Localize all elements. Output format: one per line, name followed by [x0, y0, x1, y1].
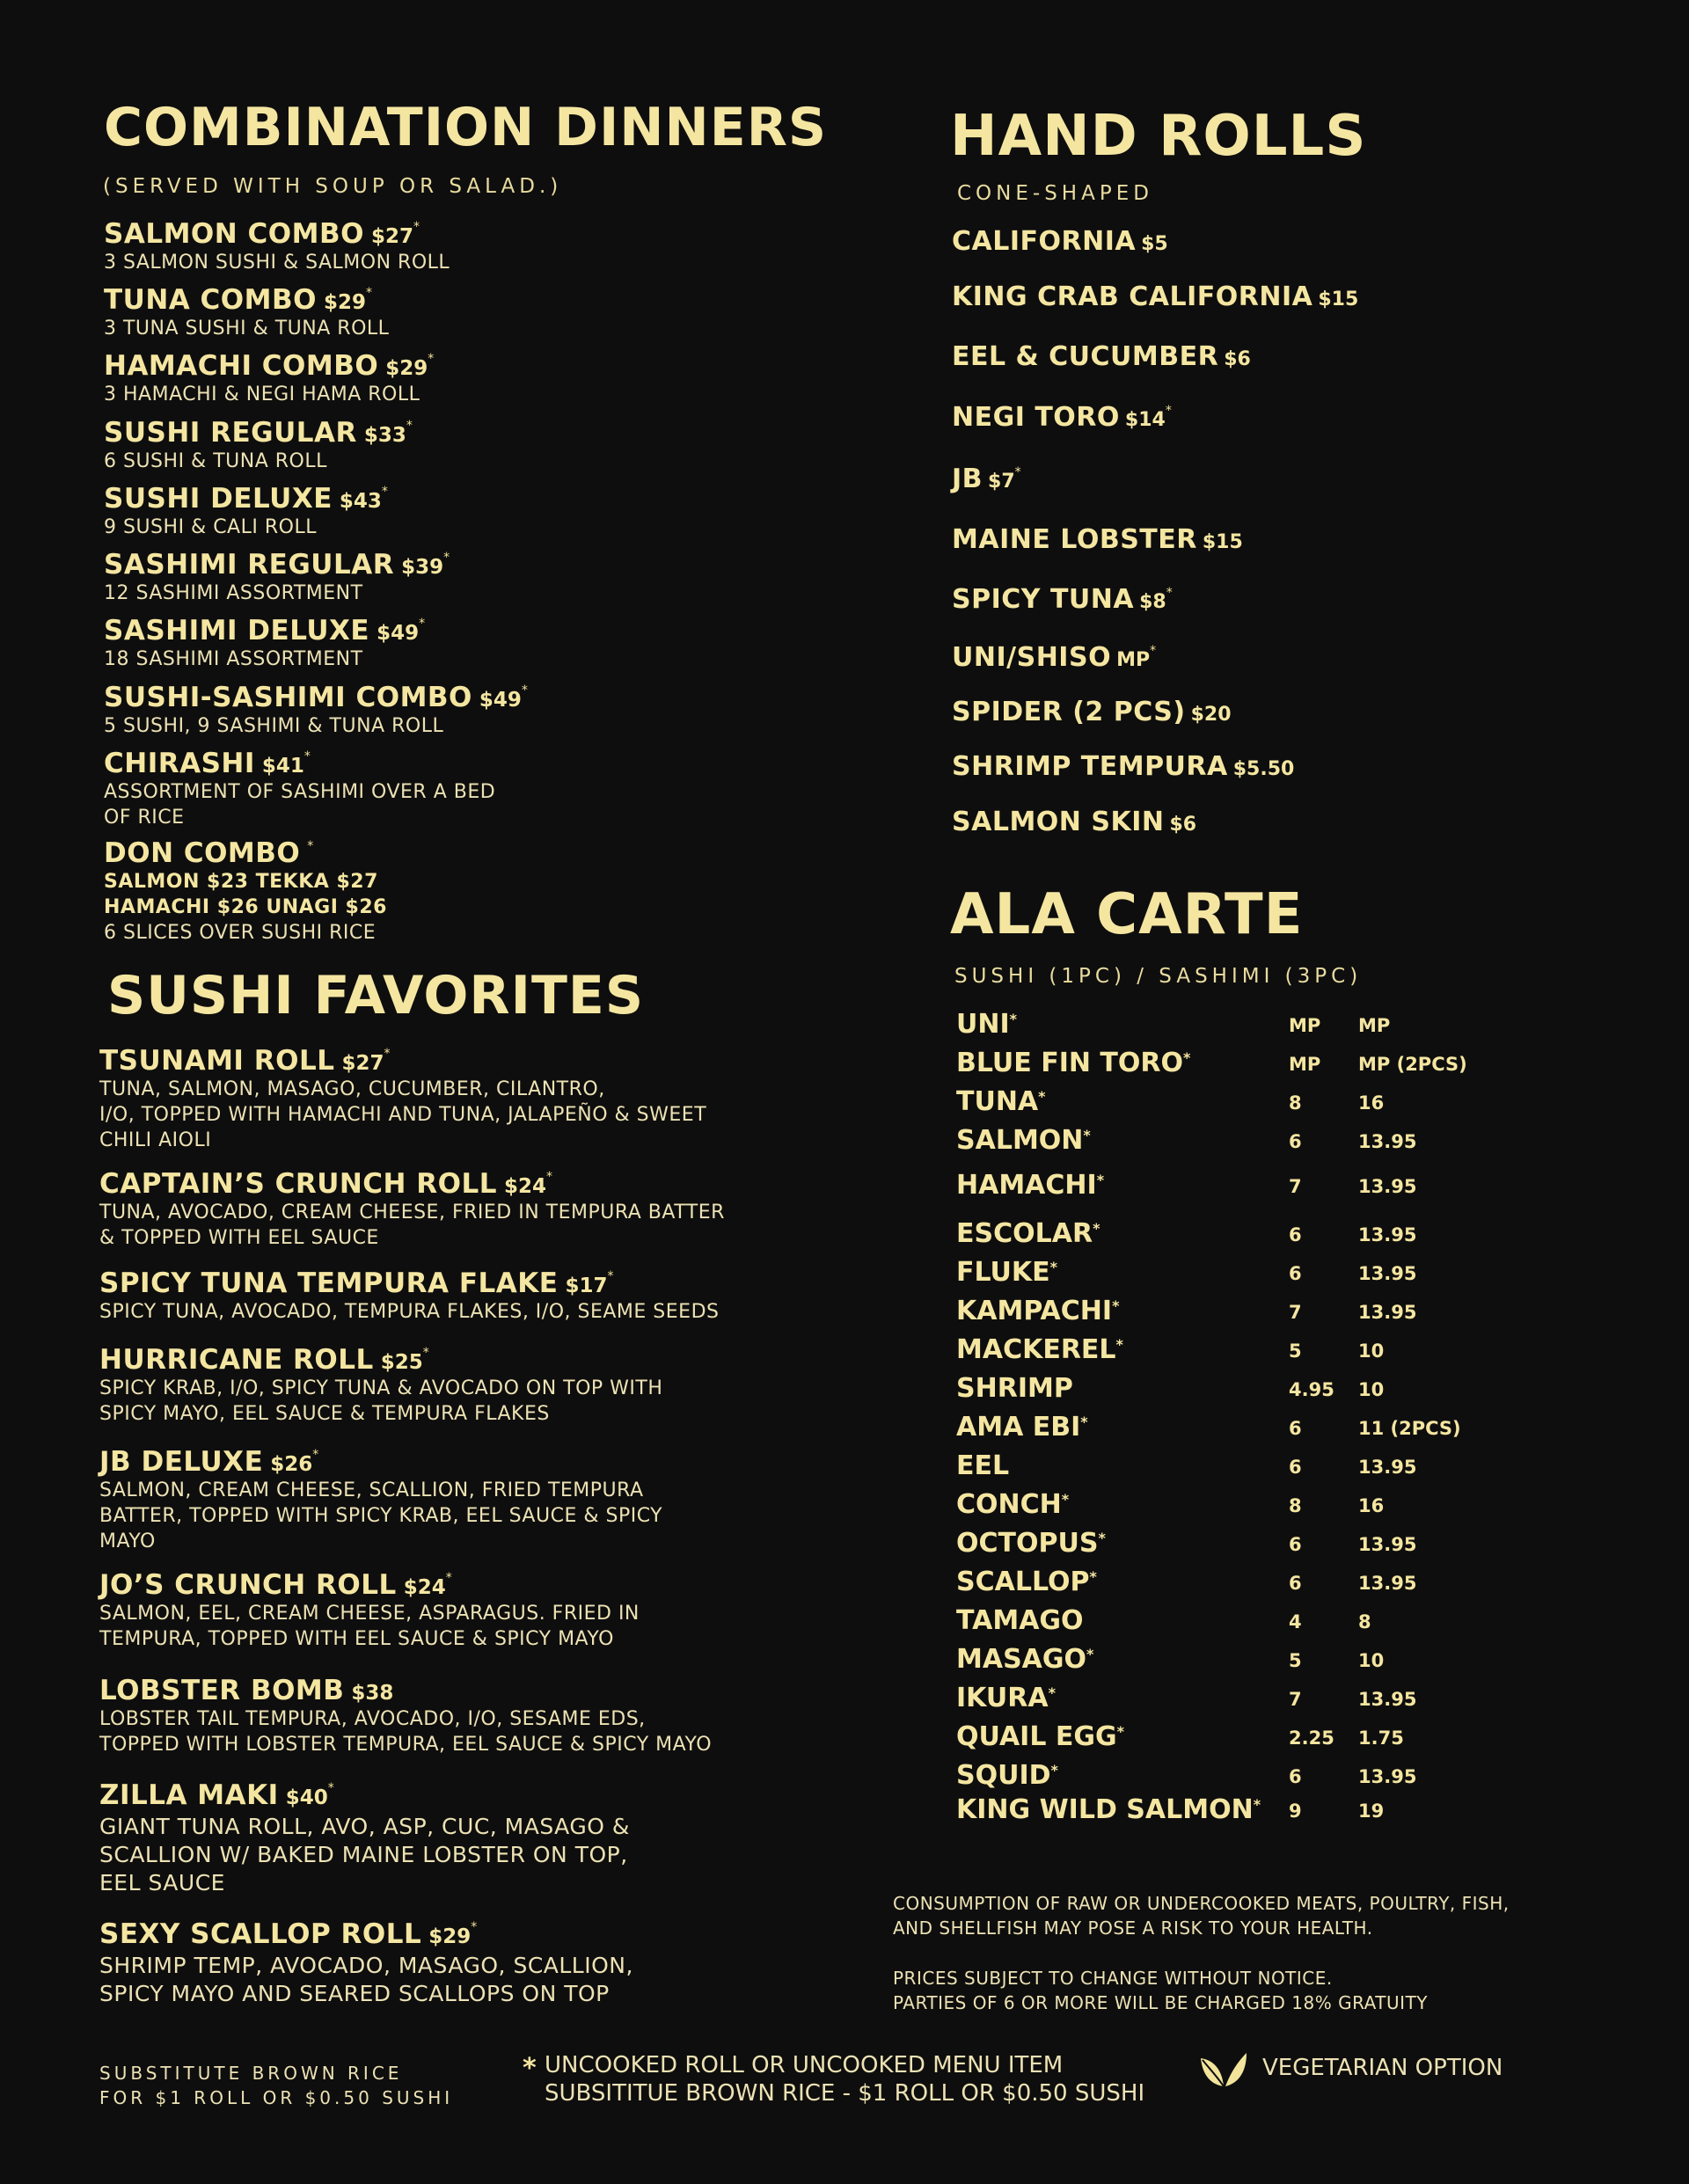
favorite-item-name: JB DELUXE	[99, 1446, 264, 1478]
price-notice	[893, 1966, 1428, 2015]
favorite-item	[99, 1267, 719, 1325]
ala-carte-name	[956, 1296, 1119, 1326]
hand-roll-price: $15	[1318, 289, 1359, 310]
ala-carte-name-text: MACKEREL	[956, 1334, 1116, 1365]
combo-item	[104, 837, 387, 946]
combination-dinners-heading: COMBINATION DINNERS	[104, 97, 828, 158]
hand-roll-price: $8	[1139, 591, 1166, 613]
combo-item-price: $33	[363, 424, 406, 447]
health-notice-line: CONSUMPTION OF RAW OR UNDERCOOKED MEATS, POULTRY, FISH,	[893, 1893, 1510, 1914]
ala-carte-name-text: FLUKE	[956, 1257, 1050, 1288]
hand-roll-item	[952, 642, 1156, 673]
combo-item-name: SUSHI-SASHIMI COMBO	[104, 682, 472, 713]
asterisk-icon: *	[1089, 1568, 1097, 1585]
favorite-item-name: JO’S CRUNCH ROLL	[99, 1569, 397, 1601]
ala-carte-sushi-price: 6	[1289, 1457, 1302, 1478]
ala-carte-sashimi-price: 13.95	[1358, 1766, 1417, 1787]
favorite-item-price: $24	[504, 1175, 547, 1198]
ala-carte-sashimi-price: 16	[1358, 1092, 1385, 1114]
hand-roll-name: KING CRAB CALIFORNIA	[952, 281, 1313, 312]
favorite-item-price: $25	[380, 1351, 423, 1374]
hand-roll-name: SHRIMP TEMPURA	[952, 751, 1228, 782]
ala-carte-sushi-price: 5	[1289, 1340, 1302, 1362]
favorite-item-description: TUNA, AVOCADO, CREAM CHEESE, FRIED IN TEMPURA BATTER & TOPPED WITH EEL SAUCE	[99, 1202, 725, 1249]
asterisk-icon: *	[327, 1781, 334, 1795]
combo-item-name: HAMACHI COMBO	[104, 350, 379, 382]
ala-carte-sashimi-price: 13.95	[1358, 1263, 1417, 1284]
hand-roll-item	[952, 464, 1021, 494]
ala-carte-name-text: SALMON	[956, 1125, 1084, 1156]
ala-carte-sushi-price: 6	[1289, 1131, 1302, 1152]
asterisk-icon: *	[443, 551, 450, 565]
sushi-favorites-heading: SUSHI FAVORITES	[107, 965, 645, 1026]
ala-carte-name	[956, 1794, 1261, 1825]
favorite-item	[99, 1344, 662, 1427]
hand-roll-price: $20	[1190, 704, 1232, 726]
combo-item	[104, 483, 388, 540]
combo-item-price: $27	[370, 225, 413, 248]
ala-carte-row	[956, 1373, 1449, 1408]
combo-item-title	[104, 218, 450, 250]
combination-dinners-subtitle: (SERVED WITH SOUP OR SALAD.)	[103, 175, 563, 198]
ala-carte-name-text: UNI	[956, 1009, 1010, 1040]
ala-carte-name-text: SHRIMP	[956, 1373, 1073, 1404]
favorite-item-name: TSUNAMI ROLL	[99, 1045, 335, 1077]
favorite-item-description: TUNA, SALMON, MASAGO, CUCUMBER, CILANTRO, I/O, TOPPED WITH HAMACHI AND TUNA, JALAPEÑO & SWEET CHILI AIOLI	[99, 1078, 707, 1151]
asterisk-icon: *	[1083, 1127, 1091, 1143]
favorite-item-description: GIANT TUNA ROLL, AVO, ASP, CUC, MASAGO & SCALLION W/ BAKED MAINE LOBSTER ON TOP, EEL SAUCE	[99, 1814, 630, 1895]
ala-carte-name	[956, 1373, 1073, 1404]
ala-carte-row	[956, 1412, 1461, 1447]
favorite-item	[99, 1918, 633, 2008]
ala-carte-row	[956, 1644, 1449, 1679]
favorite-item-name: LOBSTER BOMB	[99, 1675, 345, 1706]
hand-roll-item	[952, 226, 1168, 257]
ala-carte-name	[956, 1009, 1017, 1040]
ala-carte-sashimi-price: MP	[1358, 1015, 1391, 1036]
asterisk-icon: *	[419, 617, 426, 631]
favorite-item	[99, 1675, 712, 1757]
leaf-icon	[1199, 2049, 1248, 2090]
ala-carte-sashimi-price: 11 (2PCS)	[1358, 1418, 1461, 1439]
combo-item-title	[104, 284, 389, 316]
ala-carte-sushi-price: 4.95	[1289, 1379, 1334, 1400]
combo-item-name: SASHIMI REGULAR	[104, 549, 395, 581]
favorite-item-title	[99, 1168, 725, 1200]
ala-carte-name-text: KAMPACHI	[956, 1296, 1113, 1326]
hand-roll-name: MAINE LOBSTER	[952, 524, 1197, 555]
combo-item-description: 12 SASHIMI ASSORTMENT	[104, 582, 363, 604]
asterisk-icon: *	[1166, 586, 1173, 600]
favorite-item-title	[99, 1267, 719, 1299]
ala-carte-row	[956, 1218, 1449, 1253]
combo-item-description: 9 SUSHI & CALI ROLL	[104, 516, 317, 538]
ala-carte-name	[956, 1721, 1124, 1752]
favorite-item-title	[99, 1045, 706, 1077]
ala-carte-row	[956, 1048, 1467, 1083]
ala-carte-sushi-price: 4	[1289, 1611, 1302, 1633]
vegetarian-label: VEGETARIAN OPTION	[1262, 2055, 1503, 2081]
favorite-item-description: SHRIMP TEMP, AVOCADO, MASAGO, SCALLION, SPICY MAYO AND SEARED SCALLOPS ON TOP	[99, 1953, 633, 2006]
combo-item-name: SASHIMI DELUXE	[104, 615, 370, 646]
asterisk-icon: *	[1093, 1220, 1100, 1237]
ala-carte-row	[956, 1528, 1449, 1563]
ala-carte-row	[956, 1683, 1449, 1718]
combo-item	[104, 549, 450, 606]
asterisk-icon: *	[422, 1346, 429, 1360]
ala-carte-name-text: KING WILD SALMON	[956, 1794, 1254, 1825]
favorite-item-price: $24	[403, 1576, 446, 1599]
ala-carte-sashimi-price: 13.95	[1358, 1176, 1417, 1197]
favorite-item-description: SALMON, EEL, CREAM CHEESE, ASPARAGUS. FRIED IN TEMPURA, TOPPED WITH EEL SAUCE & SPICY MAYO	[99, 1603, 640, 1650]
ala-carte-sashimi-price: 13.95	[1358, 1457, 1417, 1478]
combo-item	[104, 350, 434, 407]
ala-carte-row	[956, 1567, 1449, 1602]
asterisk-icon: *	[521, 683, 528, 698]
ala-carte-sushi-price: 6	[1289, 1418, 1302, 1439]
favorite-item	[99, 1779, 630, 1897]
combo-item-description: ASSORTMENT OF SASHIMI OVER A BED OF RICE	[104, 781, 496, 829]
asterisk-icon: *	[1116, 1723, 1124, 1740]
ala-carte-name-text: CONCH	[956, 1489, 1062, 1520]
combo-item-price: $41	[261, 755, 304, 778]
ala-carte-name-text: BLUE FIN TORO	[956, 1048, 1183, 1078]
ala-carte-sashimi-price: 8	[1358, 1611, 1371, 1633]
asterisk-icon: *	[384, 1047, 391, 1061]
price-notice-line: PARTIES OF 6 OR MORE WILL BE CHARGED 18% GRATUITY	[893, 1992, 1428, 2013]
hand-roll-item	[952, 402, 1172, 433]
asterisk-icon: *	[1014, 465, 1021, 479]
health-notice	[893, 1891, 1510, 1940]
hand-roll-name: SPIDER (2 PCS)	[952, 697, 1186, 727]
ala-carte-sashimi-price: 10	[1358, 1340, 1385, 1362]
favorite-item-title	[99, 1675, 712, 1706]
asterisk-icon: *	[1009, 1011, 1018, 1027]
combo-item-name: SUSHI REGULAR	[104, 417, 357, 449]
ala-carte-heading: ALA CARTE	[950, 882, 1304, 947]
asterisk-icon: *	[1080, 1413, 1088, 1430]
combo-item-name: SALMON COMBO	[104, 218, 364, 250]
favorite-item-price: $38	[351, 1682, 394, 1705]
hand-roll-price: $14	[1124, 409, 1166, 431]
favorite-item-price: $29	[428, 1925, 472, 1948]
favorite-item-title	[99, 1569, 640, 1601]
favorite-item-description: SPICY TUNA, AVOCADO, TEMPURA FLAKES, I/O, SEAME SEEDS	[99, 1301, 720, 1323]
favorite-item-name: SEXY SCALLOP ROLL	[99, 1918, 422, 1950]
combo-item-name: DON COMBO	[104, 837, 301, 869]
combo-item-price: $49	[479, 689, 522, 712]
ala-carte-name	[956, 1125, 1091, 1156]
asterisk-icon: *	[1049, 1259, 1058, 1275]
ala-carte-name-text: SQUID	[956, 1760, 1051, 1791]
favorite-item-price: $40	[285, 1786, 328, 1809]
brown-rice-note	[99, 2061, 453, 2110]
ala-carte-name	[956, 1605, 1084, 1636]
ala-carte-row	[956, 1125, 1449, 1160]
hand-roll-price: $6	[1169, 814, 1197, 836]
ala-carte-name	[956, 1567, 1097, 1597]
hand-roll-item	[952, 807, 1196, 837]
ala-carte-name	[956, 1170, 1104, 1201]
favorite-item-name: CAPTAIN’S CRUNCH ROLL	[99, 1168, 498, 1200]
ala-carte-name	[956, 1048, 1190, 1078]
favorite-item-description: LOBSTER TAIL TEMPURA, AVOCADO, I/O, SESAME EDS, TOPPED WITH LOBSTER TEMPURA, EEL SAUCE & SPICY MAYO	[99, 1708, 713, 1756]
ala-carte-sashimi-price: 13.95	[1358, 1131, 1417, 1152]
ala-carte-sashimi-price: 13.95	[1358, 1689, 1417, 1710]
ala-carte-name	[956, 1683, 1056, 1713]
asterisk-icon: *	[1096, 1172, 1105, 1188]
favorite-item	[99, 1045, 706, 1153]
ala-carte-sashimi-price: 13.95	[1358, 1534, 1417, 1555]
asterisk-icon: *	[1086, 1646, 1094, 1662]
combo-item	[104, 284, 389, 341]
asterisk-icon: *	[546, 1170, 553, 1184]
ala-carte-sushi-price: 7	[1289, 1176, 1302, 1197]
ala-carte-sushi-price: MP	[1289, 1054, 1321, 1075]
favorite-item-name: HURRICANE ROLL	[99, 1344, 374, 1376]
combo-item-price: $49	[377, 622, 420, 645]
combo-item	[104, 615, 425, 672]
hand-roll-item	[952, 524, 1243, 555]
asterisk-icon: *	[1115, 1336, 1123, 1353]
brown-rice-line: FOR $1 ROLL OR $0.50 SUSHI	[99, 2087, 454, 2108]
hand-rolls-subtitle: CONE-SHAPED	[957, 182, 1153, 205]
ala-carte-name-text: QUAIL EGG	[956, 1721, 1117, 1752]
ala-carte-row	[956, 1170, 1449, 1205]
ala-carte-sashimi-price: 13.95	[1358, 1302, 1417, 1323]
hand-roll-name: NEGI TORO	[952, 402, 1120, 433]
ala-carte-name-text: TUNA	[956, 1086, 1039, 1117]
ala-carte-sashimi-price: 13.95	[1358, 1573, 1417, 1594]
asterisk-icon: *	[428, 352, 435, 366]
favorite-item	[99, 1446, 662, 1554]
favorite-item-price: $27	[341, 1052, 384, 1075]
asterisk-icon: *	[1165, 404, 1172, 418]
ala-carte-sushi-price: 6	[1289, 1534, 1302, 1555]
health-notice-line: AND SHELLFISH MAY POSE A RISK TO YOUR HEALTH.	[893, 1917, 1373, 1939]
asterisk-icon: *	[413, 220, 420, 234]
combo-item-title	[104, 549, 450, 581]
hand-roll-item	[952, 341, 1251, 372]
combo-item-description: 5 SUSHI, 9 SASHIMI & TUNA ROLL	[104, 715, 444, 737]
asterisk-symbol: *	[523, 2053, 537, 2084]
ala-carte-sashimi-price: 16	[1358, 1495, 1385, 1516]
hand-roll-name: UNI/SHISO	[952, 642, 1112, 673]
favorite-item	[99, 1168, 725, 1251]
combo-item	[104, 682, 528, 739]
favorite-item-title	[99, 1446, 662, 1478]
asterisk-icon: *	[381, 485, 388, 499]
ala-carte-name	[956, 1450, 1009, 1481]
combo-item-title	[104, 350, 434, 382]
ala-carte-name-text: HAMACHI	[956, 1170, 1097, 1201]
favorite-item-name: SPICY TUNA TEMPURA FLAKE	[99, 1267, 559, 1299]
ala-carte-name	[956, 1334, 1123, 1365]
favorite-item-name: ZILLA MAKI	[99, 1779, 279, 1811]
uncooked-legend-line: SUBSITITUE BROWN RICE - $1 ROLL OR $0.50 SUSHI	[545, 2080, 1145, 2107]
combo-item	[104, 218, 450, 275]
combo-item	[104, 417, 413, 474]
asterisk-icon: *	[406, 419, 413, 433]
hand-rolls-heading: HAND ROLLS	[950, 104, 1367, 169]
favorite-item-title	[99, 1344, 662, 1376]
hand-roll-price: $5	[1141, 233, 1168, 255]
combo-item-name: TUNA COMBO	[104, 284, 317, 316]
ala-carte-name	[956, 1760, 1058, 1791]
ala-carte-name-text: MASAGO	[956, 1644, 1087, 1675]
hand-roll-item	[952, 281, 1358, 312]
ala-carte-name	[956, 1489, 1069, 1520]
price-notice-line: PRICES SUBJECT TO CHANGE WITHOUT NOTICE.	[893, 1968, 1333, 1989]
hand-roll-item	[952, 697, 1232, 727]
asterisk-icon: *	[1098, 1530, 1106, 1546]
ala-carte-sashimi-price: 19	[1358, 1801, 1385, 1822]
ala-carte-sushi-price: 7	[1289, 1689, 1302, 1710]
asterisk-icon: *	[445, 1571, 452, 1585]
ala-carte-name-text: SCALLOP	[956, 1567, 1090, 1597]
ala-carte-name	[956, 1086, 1046, 1117]
ala-carte-sushi-price: 9	[1289, 1801, 1302, 1822]
ala-carte-sashimi-price: 13.95	[1358, 1224, 1417, 1245]
asterisk-icon: *	[1253, 1796, 1261, 1813]
ala-carte-sushi-price: 8	[1289, 1495, 1302, 1516]
asterisk-icon: *	[312, 1448, 319, 1462]
favorite-item-title	[99, 1918, 633, 1950]
ala-carte-sushi-price: 8	[1289, 1092, 1302, 1114]
ala-carte-name	[956, 1644, 1093, 1675]
combo-item-name: SUSHI DELUXE	[104, 483, 333, 515]
ala-carte-name-text: TAMAGO	[956, 1605, 1084, 1636]
ala-carte-name	[956, 1218, 1100, 1249]
hand-roll-price: MP	[1116, 649, 1151, 671]
combo-item-description: 6 SUSHI & TUNA ROLL	[104, 450, 327, 472]
hand-roll-name: SALMON SKIN	[952, 807, 1165, 837]
asterisk-icon: *	[303, 749, 311, 763]
ala-carte-sushi-price: MP	[1289, 1015, 1321, 1036]
combo-item-title	[104, 417, 413, 449]
asterisk-icon: *	[1150, 644, 1157, 658]
hand-roll-item	[952, 751, 1294, 782]
combo-item-description: 18 SASHIMI ASSORTMENT	[104, 648, 363, 670]
ala-carte-name-text: AMA EBI	[956, 1412, 1081, 1443]
hand-roll-name: SPICY TUNA	[952, 584, 1135, 615]
ala-carte-sashimi-price: 10	[1358, 1379, 1385, 1400]
combo-item-price: $29	[385, 357, 428, 380]
combo-item	[104, 748, 495, 830]
ala-carte-name-text: OCTOPUS	[956, 1528, 1099, 1559]
ala-carte-sushi-price: 6	[1289, 1224, 1302, 1245]
combo-item-title	[104, 748, 495, 779]
ala-carte-sushi-price: 6	[1289, 1573, 1302, 1594]
ala-carte-name-text: EEL	[956, 1450, 1010, 1481]
ala-carte-row	[956, 1086, 1449, 1121]
favorite-item-title	[99, 1779, 630, 1811]
ala-carte-name	[956, 1412, 1088, 1443]
combo-item-description: 3 TUNA SUSHI & TUNA ROLL	[104, 318, 390, 340]
ala-carte-sashimi-price: 1.75	[1358, 1727, 1404, 1749]
hand-roll-price: $15	[1202, 531, 1243, 553]
combo-item-title	[104, 682, 528, 713]
favorite-item-price: $26	[270, 1453, 313, 1476]
ala-carte-name-text: ESCOLAR	[956, 1218, 1093, 1249]
ala-carte-name-text: IKURA	[956, 1683, 1049, 1713]
hand-roll-name: EEL & CUCUMBER	[952, 341, 1219, 372]
asterisk-icon: *	[1048, 1684, 1056, 1701]
hand-roll-name: CALIFORNIA	[952, 226, 1137, 257]
ala-carte-sushi-price: 6	[1289, 1766, 1302, 1787]
ala-carte-sashimi-price: 10	[1358, 1650, 1385, 1671]
ala-carte-subtitle: SUSHI (1PC) / SASHIMI (3PC)	[954, 965, 1363, 988]
asterisk-icon: *	[471, 1920, 478, 1934]
uncooked-legend	[523, 2051, 1144, 2107]
favorite-item-price: $17	[565, 1275, 608, 1297]
combo-item-price: $43	[339, 490, 382, 513]
asterisk-icon: *	[1061, 1491, 1070, 1508]
asterisk-icon: *	[1183, 1049, 1191, 1066]
combo-item-price: $29	[323, 291, 366, 314]
ala-carte-sushi-price: 6	[1289, 1263, 1302, 1284]
ala-carte-sushi-price: 2.25	[1289, 1727, 1334, 1749]
ala-carte-row	[956, 1605, 1449, 1640]
asterisk-icon: *	[607, 1269, 614, 1283]
combo-item-description: 3 HAMACHI & NEGI HAMA ROLL	[104, 383, 420, 405]
asterisk-icon: *	[1038, 1088, 1046, 1105]
ala-carte-row	[956, 1721, 1449, 1757]
brown-rice-line: SUBSTITUTE BROWN RICE	[99, 2063, 403, 2084]
ala-carte-row	[956, 1334, 1449, 1370]
favorite-item-description: SALMON, CREAM CHEESE, SCALLION, FRIED TEMPURA BATTER, TOPPED WITH SPICY KRAB, EEL SAUCE & SPICY MAYO	[99, 1479, 663, 1552]
ala-carte-row	[956, 1009, 1449, 1044]
hand-roll-price: $7	[988, 471, 1015, 493]
combo-item-title	[104, 837, 387, 869]
combo-item-name: CHIRASHI	[104, 748, 255, 779]
hand-roll-item	[952, 584, 1173, 615]
hand-roll-price: $5.50	[1232, 758, 1295, 780]
ala-carte-row	[956, 1794, 1449, 1830]
asterisk-icon: *	[366, 286, 372, 300]
ala-carte-sushi-price: 7	[1289, 1302, 1302, 1323]
ala-carte-row	[956, 1296, 1449, 1331]
ala-carte-sushi-price: 5	[1289, 1650, 1302, 1671]
ala-carte-sashimi-price: MP (2PCS)	[1358, 1054, 1467, 1075]
ala-carte-name	[956, 1257, 1057, 1288]
ala-carte-name	[956, 1528, 1106, 1559]
combo-item-prices: SALMON $23 TEKKA $27 HAMACHI $26 UNAGI $26	[104, 871, 387, 918]
ala-carte-row	[956, 1257, 1449, 1292]
favorite-item	[99, 1569, 640, 1652]
combo-item-title	[104, 615, 425, 646]
asterisk-icon: *	[1112, 1297, 1120, 1314]
hand-roll-name: JB	[952, 464, 983, 494]
combo-item-description: 3 SALMON SUSHI & SALMON ROLL	[104, 252, 450, 274]
ala-carte-row	[956, 1489, 1449, 1524]
asterisk-icon: *	[307, 839, 314, 853]
asterisk-icon: *	[1050, 1762, 1058, 1779]
combo-item-description: 6 SLICES OVER SUSHI RICE	[104, 922, 377, 944]
combo-item-title	[104, 483, 388, 515]
combo-item-price: $39	[401, 556, 444, 579]
hand-roll-price: $6	[1224, 348, 1251, 370]
ala-carte-row	[956, 1450, 1449, 1486]
ala-carte-row	[956, 1760, 1449, 1795]
uncooked-legend-line: UNCOOKED ROLL OR UNCOOKED MENU ITEM	[545, 2052, 1064, 2078]
favorite-item-description: SPICY KRAB, I/O, SPICY TUNA & AVOCADO ON TOP WITH SPICY MAYO, EEL SAUCE & TEMPURA FLAKES	[99, 1377, 663, 1425]
